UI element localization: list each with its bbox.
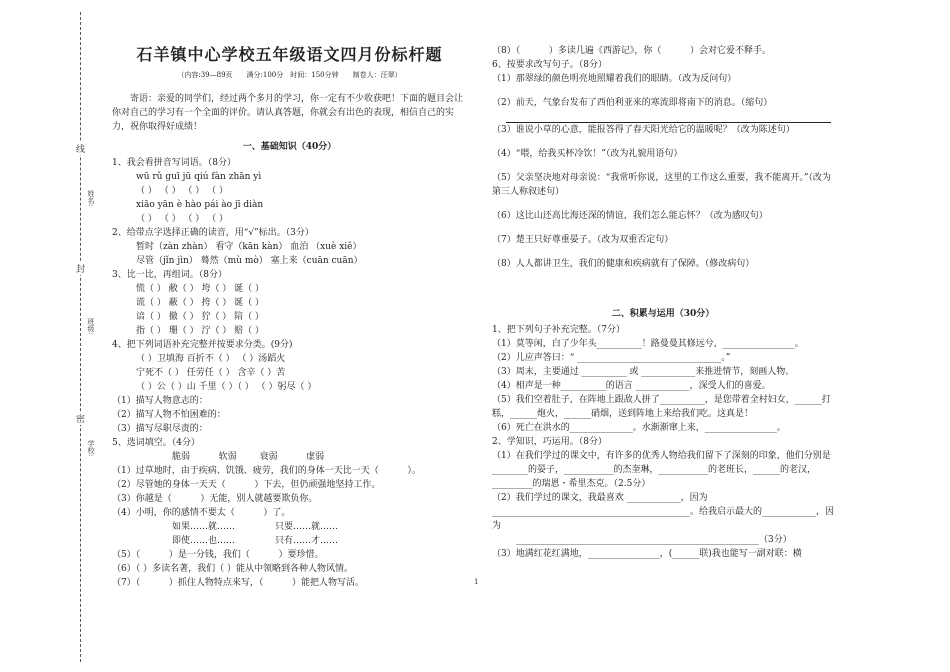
right-line: （8）人人都讲卫生，我们的健康和疾病就有了保障。（修改病句） xyxy=(492,259,755,269)
exam-meta: （内容:39—89页 满分:100分 时间：150分钟 制卷人：汪翠） xyxy=(177,71,402,79)
left-line: 4、把下列词语补充完整并按要求分类。(9分) xyxy=(112,340,293,350)
page-number: 1 xyxy=(474,578,479,586)
left-line: 1、我会看拼音写词语。（8分） xyxy=(112,158,236,168)
left-line: xiāo yān è hào pái ào jī diàn xyxy=(136,200,264,210)
left-line: 尽管（jǐn jìn） 蓦然（mù mò） 塞上来（cuān cuān） xyxy=(136,256,363,266)
right-line: 二、积累与运用（30分） xyxy=(611,309,715,319)
right-line: （1）莫等闲，白了少年头__________！路曼曼其修远兮，________________。 xyxy=(492,339,804,349)
left-question-list xyxy=(112,140,467,590)
right-line: （3）谁说小草的心意，能报答得了春天阳光给它的温暖呢？（改为陈述句） xyxy=(492,125,795,135)
right-line: （2）前天，气象台发布了西伯利亚来的寒流即将南下的消息。（缩句） xyxy=(492,98,773,108)
left-line: （ ）卫填海 百折不（ ） （ ）汤蹈火 xyxy=(136,354,286,364)
left-line: 5、选词填空。（4分） xyxy=(112,438,200,448)
left-line: wū rǔ guī jū qiú fàn zhān yì xyxy=(136,172,262,182)
right-column xyxy=(492,44,834,561)
right-line xyxy=(492,247,834,257)
left-line: 如果……就…… 只要……就…… xyxy=(172,522,339,532)
right-line: 6、按要求改写句子。（8分） xyxy=(492,60,607,70)
binding-line xyxy=(80,12,82,662)
left-line: （2）尽管她的身体一天天（ ）下去，但仍顽强地坚持工作。 xyxy=(112,480,381,490)
left-line: 3、比一比，再组词。（8分） xyxy=(112,270,227,280)
left-line: 2、给带点字选择正确的读音，用“√”标出。（3分） xyxy=(112,228,314,238)
right-line: （6）这比山还高比海还深的情谊，我们怎么能忘怀？（改为感叹句） xyxy=(492,211,768,221)
left-line: （5）（ ）是一分钱，我们（ ）要珍惜。 xyxy=(112,550,324,560)
right-line: （2）我们学过的课文，我最喜欢 ____________，因为 ____________________________________________。给我启示最大的____________，因为 xyxy=(492,493,835,531)
left-line: （6）（ ）多读名著，我们（ ）能从中领略到各种人物风情。 xyxy=(112,564,353,574)
right-line: （3）地满红花红满地，________________，(______联)我也能写一副对联：横 xyxy=(492,549,802,559)
left-line: （2）描写人物不怕困难的： xyxy=(112,410,226,420)
left-line: 慌（ ） 敝（ ） 垮（ ） 诞（ ） xyxy=(136,284,265,294)
left-line: 指（ ） 珊（ ） 泞（ ） 赔（ ） xyxy=(136,326,265,336)
left-line: （4）小明，你的感情不要太（ ）了。 xyxy=(112,508,291,518)
binding-label-name: 姓名: xyxy=(87,190,95,207)
right-line: （8）（ ）多读几遍《西游记》，你（ ）会对它爱不释手。 xyxy=(492,46,771,56)
right-line: （5）我们空着肚子，在阵地上跟敌人拼了__________，是您带着全村妇女，______打糕，______炮火，______硝烟，送到阵地上来给我们吃。这真是！ xyxy=(492,395,831,419)
left-column xyxy=(112,0,467,590)
right-line: （3）周末，主要通过 __________ 或 ____________来推进情节，刻画人物。 xyxy=(492,367,795,377)
left-line: （ ） （ ） （ ） （ ） xyxy=(136,186,229,196)
left-line: 谙（ ） 撤（ ） 狞（ ） 陪（ ） xyxy=(136,312,265,322)
left-line: 宁死不（ ） 任劳任（ ） 含辛（ ）苦 xyxy=(136,368,286,378)
left-line: 脆弱 软弱 衰弱 虚弱 xyxy=(172,452,325,462)
left-line: （3）描写尽职尽责的： xyxy=(112,424,208,434)
right-line xyxy=(506,110,831,123)
left-line: （7）（ ）抓住人物特点来写，（ ）能把人物写活。 xyxy=(112,578,364,588)
right-line: （1）在我们学过的课文中，有许多的优秀人物给我们留下了深刻的印象，他们分别是________的晏子，___________的杰奎琳，___________的老班长，______的老汉，_________的瑞恩・希里杰克。（2.5分） xyxy=(492,451,831,489)
right-line: （7）楚王只好尊重晏子。（改为双重否定句） xyxy=(492,235,674,245)
left-line: （3）你越是（ ）无能，别人就越要欺负你。 xyxy=(112,494,318,504)
right-line: （4）相声是一种__________的语言 ____________，深受人们的喜爱。 xyxy=(492,381,771,391)
right-line: 2、学知识，巧运用。（8分） xyxy=(492,437,607,447)
right-line xyxy=(492,137,834,147)
right-line xyxy=(492,291,834,301)
left-line: （ ） （ ） （ ） （ ） xyxy=(136,214,229,224)
right-line xyxy=(492,271,834,291)
binding-mark-line: 线 xyxy=(76,142,85,155)
right-line xyxy=(492,86,834,96)
right-line: （5）父亲坚决地对母亲说：“我常听你说，这里的工作这么重要，我不能离开。”（改为第三人称叙述句） xyxy=(492,173,831,197)
binding-label-school: 学校: xyxy=(87,440,95,457)
right-line: （2）儿应声答曰：“ ________________________________。” xyxy=(492,353,731,363)
binding-label-class: 班级: xyxy=(87,318,95,335)
binding-mark-seal: 封 xyxy=(76,262,85,275)
right-line: ______________________________________________________（3分） xyxy=(516,535,792,545)
left-line: 暂时（zàn zhàn） 看守（kān kàn） 血泊 （xuè xiě） xyxy=(136,242,362,252)
left-line: 即使……也…… 只有……才…… xyxy=(172,536,339,546)
intro-paragraph: 寄语：亲爱的同学们，经过两个多月的学习，你一定有不少收获吧！下面的题目会让你对自己的学习有一个全面的评价。请认真答题，你就会有出色的表现，相信自己的实力，祝你取得好成绩！ xyxy=(112,94,464,132)
left-line: （1）描写人物意志的： xyxy=(112,396,208,406)
right-line: 1、把下列句子补充完整。（7分） xyxy=(492,325,625,335)
page-title: 石羊镇中心学校五年级语文四月份标杆题 xyxy=(136,45,443,64)
right-line: （1）那翠绿的颜色明亮地照耀着我们的眼睛。（改为反问句） xyxy=(492,74,737,84)
right-line: （6）死亡在洪水的______________。水渐渐窜上来，________________。 xyxy=(492,423,786,433)
left-line: 谎（ ） 蔽（ ） 挎（ ） 诞（ ） xyxy=(136,298,265,308)
left-line: （1）过草地时，由于疾病、饥饿、疲劳，我们的身体一天比一天（ ）。 xyxy=(112,466,421,476)
right-line xyxy=(492,161,834,171)
right-line xyxy=(492,223,834,233)
binding-mark-secret: 密 xyxy=(76,412,85,425)
right-line: （4）“喂，给我买杯冷饮！”（改为礼貌用语句） xyxy=(492,149,683,159)
right-question-list xyxy=(492,44,834,561)
left-line: （ ）公（ ）山 千里（ ）（ ） （ ）躬尽（ ） xyxy=(136,382,317,392)
left-line: 一、基础知识（40分） xyxy=(242,142,337,152)
right-line xyxy=(492,199,834,209)
